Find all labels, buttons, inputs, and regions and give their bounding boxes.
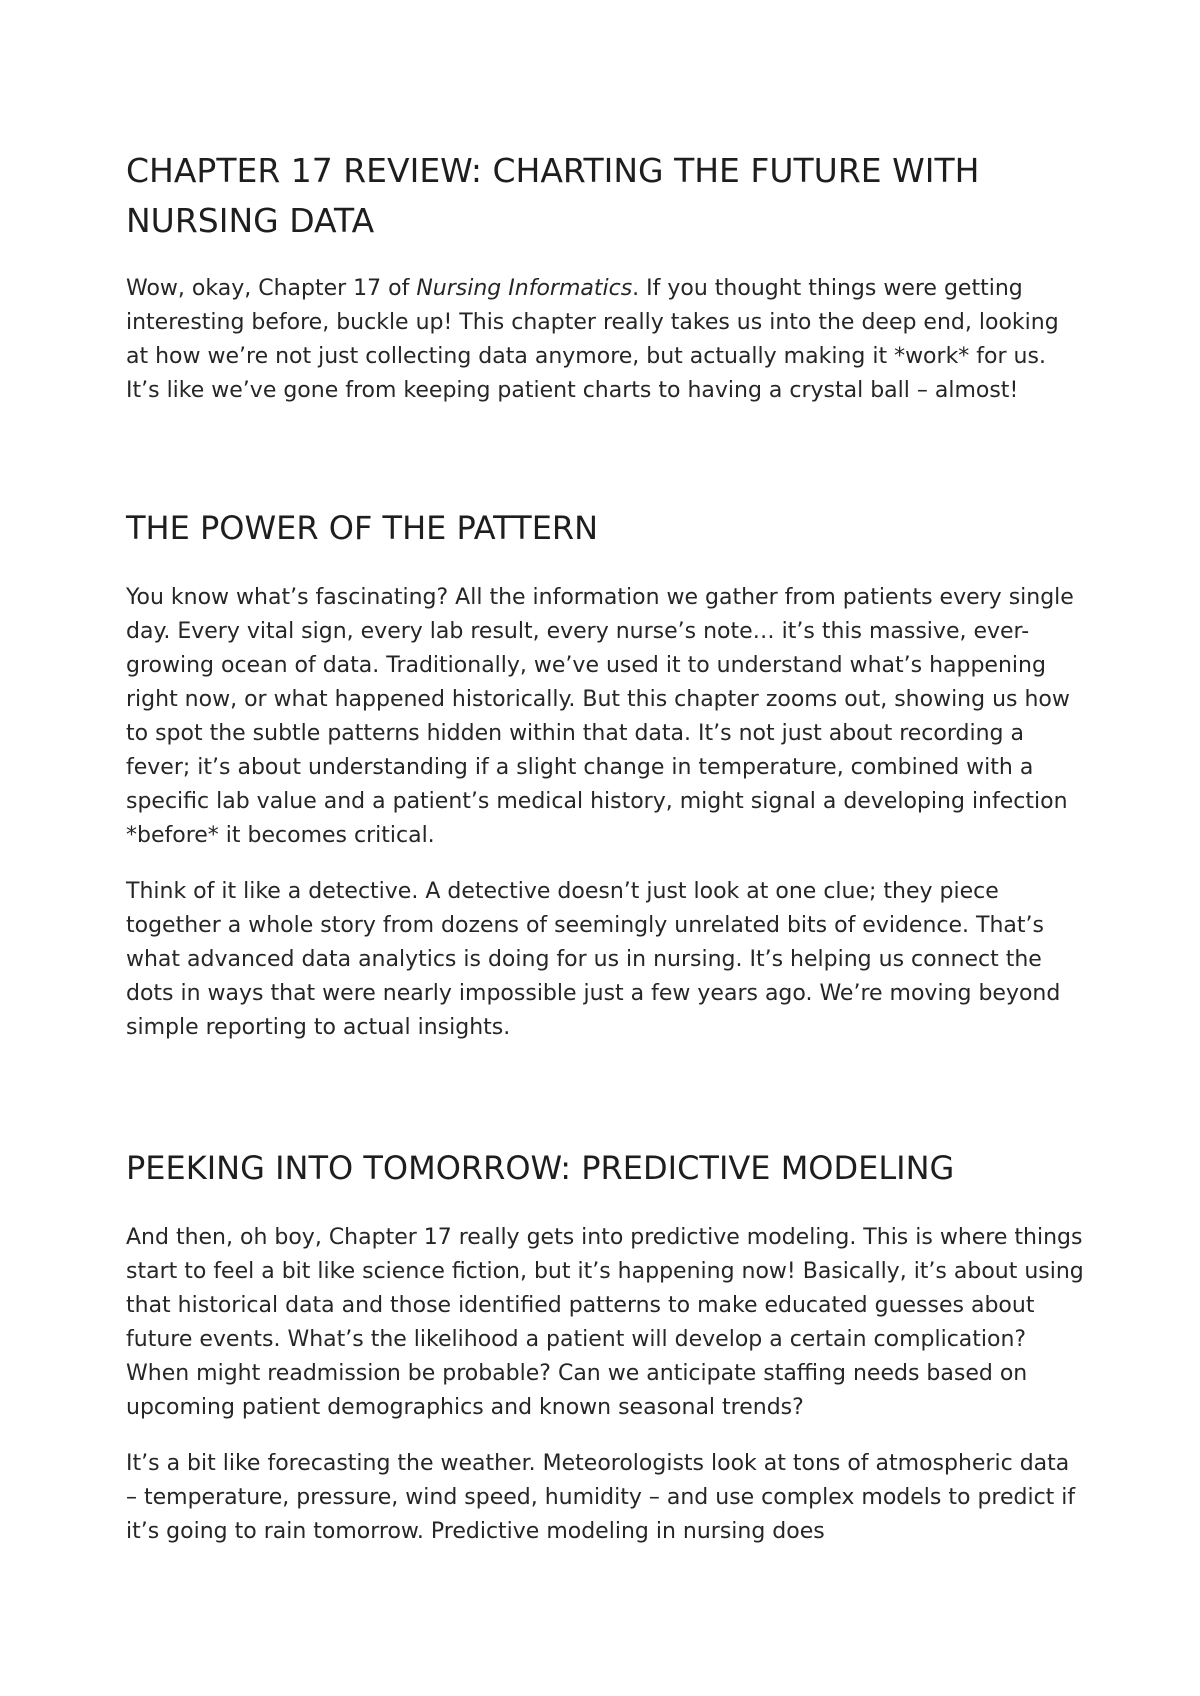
pattern-paragraph-1: You know what’s fascinating? All the information we gather from patients every single day. Every vital sign, every lab result, every nurse’s note… it’s this massive, ever-growing ocean of data. Traditionally, we’ve used it to understand what’s happening right now, or what happened historically. But this chapter zooms out, showing us how to spot the subtle patterns hidden within that data. It’s not just about recording a fever; it’s about understanding if a slight change in temperature, combined with a specific lab value and a patient’s medical history, might signal a developing infection *before* it becomes critical. [126, 585, 1074, 848]
intro-text-end: . If you thought things were getting interesting before, buckle up! This chapter really takes us into the deep end, looking at how we’re not just collecting data anymore, but actually making it *work* for us. It’s like we’ve gone from keeping patient charts to having a crystal ball – almost! [126, 276, 1059, 403]
chapter-title: CHAPTER 17 REVIEW: CHARTING THE FUTURE WITH NURSING DATA [126, 151, 980, 240]
intro-paragraph [126, 272, 1086, 408]
section-heading-pattern: THE POWER OF THE PATTERN [126, 509, 599, 547]
book-title-italic: Nursing Informatics [416, 276, 633, 301]
document-content [126, 146, 1086, 1549]
pattern-paragraph-2: Think of it like a detective. A detective doesn’t just look at one clue; they piece together a whole story from dozens of seemingly unrelated bits of evidence. That’s what advanced data analytics is doing for us in nursing. It’s helping us connect the dots in ways that were nearly impossible just a few years ago. We’re moving beyond simple reporting to actual insights. [126, 879, 1061, 1040]
section-chapter-review [126, 146, 1086, 408]
predictive-paragraph-1: And then, oh boy, Chapter 17 really gets into predictive modeling. This is where things start to feel a bit like science fiction, but it’s happening now! Basically, it’s about using that historical data and those identified patterns to make educated guesses about future events. What’s the likelihood a patient will develop a certain complication? When might readmission be probable? Can we anticipate staffing needs based on upcoming patient demographics and known seasonal trends? [126, 1225, 1084, 1420]
intro-text-start: Wow, okay, Chapter 17 of [126, 276, 417, 301]
section-heading-predictive: PEEKING INTO TOMORROW: PREDICTIVE MODELING [126, 1149, 955, 1187]
section-predictive-modeling [126, 1145, 1086, 1549]
section-power-of-pattern [126, 505, 1086, 1045]
predictive-paragraph-2: It’s a bit like forecasting the weather. Meteorologists look at tons of atmospheric data – temperature, pressure, wind speed, humidity – and use complex models to predict if it’s going to rain tomorrow. Predictive modeling in nursing does [126, 1451, 1076, 1544]
